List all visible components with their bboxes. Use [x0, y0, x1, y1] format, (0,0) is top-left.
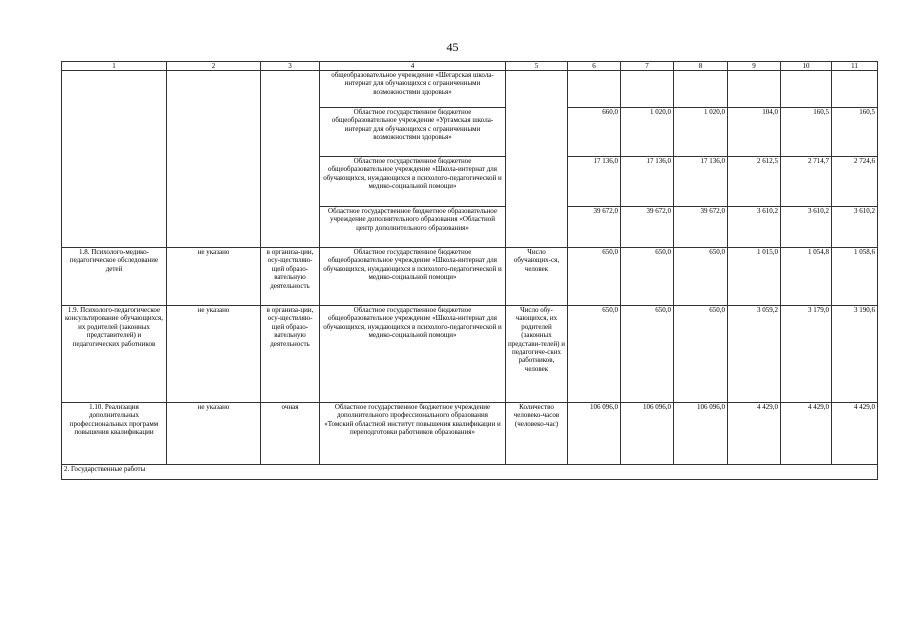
table-row	[62, 248, 878, 306]
cell-value	[832, 71, 878, 108]
cell-form: в организа-ции, осу-ществляю-щей образо-вательную деятельность	[261, 306, 320, 403]
page-number: 45	[446, 40, 459, 54]
cell-value	[728, 71, 781, 108]
cell-value: 17 136,0	[621, 157, 674, 207]
cell-value: 160,5	[781, 108, 832, 157]
column-header: 9	[728, 62, 781, 71]
section-title: 2. Государственные работы	[62, 465, 878, 480]
cell-service: 1.8. Психолого-медико-педагогическое обследование детей	[62, 248, 167, 306]
cell-value	[781, 71, 832, 108]
cell-value: 2 714,7	[781, 157, 832, 207]
table-row	[62, 306, 878, 403]
column-header: 2	[167, 62, 261, 71]
cell-value: 104,0	[728, 108, 781, 157]
header-row	[62, 62, 878, 71]
cell-indicator: Число обучающих-ся, человек	[506, 248, 568, 306]
cell-value: 106 096,0	[621, 403, 674, 465]
cell-institution: Областное государственное бюджетное учреждение дополнительного профессионального образования «Томский областной институт повышения квалификации и переподготовки работников образования»	[320, 403, 506, 465]
table-row	[62, 71, 878, 108]
cell-value: 660,0	[568, 108, 621, 157]
cell-institution: Областное государственное бюджетное общеобразовательное учреждение «Школа-интернат для обучающихся, нуждающихся в психолого-педагогической и медико-социальной помощи»	[320, 157, 506, 207]
column-header: 8	[674, 62, 728, 71]
cell-form	[261, 71, 320, 248]
cell-form: очная	[261, 403, 320, 465]
cell-category: не указано	[167, 306, 261, 403]
cell-value: 650,0	[621, 306, 674, 403]
cell-value: 650,0	[568, 248, 621, 306]
cell-service	[62, 71, 167, 248]
cell-indicator	[506, 71, 568, 248]
cell-indicator: Количество человеко-часов (человеко-час)	[506, 403, 568, 465]
cell-value: 1 058,6	[832, 248, 878, 306]
cell-value: 3 610,2	[781, 207, 832, 248]
cell-category: не указано	[167, 403, 261, 465]
column-header: 10	[781, 62, 832, 71]
section-row	[62, 465, 878, 480]
cell-value: 4 429,0	[781, 403, 832, 465]
cell-value: 1 015,0	[728, 248, 781, 306]
cell-institution: Областное государственное бюджетное общеобразовательное учреждение «Школа-интернат для обучающихся, нуждающихся в психолого-педагогической и медико-социальной помощи»	[320, 306, 506, 403]
cell-value: 3 610,2	[832, 207, 878, 248]
cell-value	[568, 71, 621, 108]
cell-value: 3 059,2	[728, 306, 781, 403]
cell-institution: Областное государственное бюджетное общеобразовательное учреждение «Уртамская школа-интернат для обучающихся с ограниченными возможностями здоровья»	[320, 108, 506, 157]
data-table	[61, 61, 878, 480]
cell-institution: Областное государственное бюджетное образовательное учреждение дополнительного образования «Областной центр дополнительного образования»	[320, 207, 506, 248]
column-header: 5	[506, 62, 568, 71]
cell-value: 39 672,0	[674, 207, 728, 248]
cell-value: 4 429,0	[728, 403, 781, 465]
cell-value: 160,5	[832, 108, 878, 157]
table-row	[62, 403, 878, 465]
cell-value: 39 672,0	[621, 207, 674, 248]
cell-service: 1.10. Реализация дополнительных профессиональных программ повышения квалификации	[62, 403, 167, 465]
column-header: 1	[62, 62, 167, 71]
cell-value: 3 190,6	[832, 306, 878, 403]
cell-value: 650,0	[674, 306, 728, 403]
cell-value: 1 020,0	[621, 108, 674, 157]
cell-value: 4 429,0	[832, 403, 878, 465]
cell-value: 106 096,0	[568, 403, 621, 465]
column-header: 3	[261, 62, 320, 71]
cell-value: 650,0	[674, 248, 728, 306]
cell-institution: Областное государственное бюджетное общеобразовательное учреждение «Школа-интернат для обучающихся, нуждающихся в психолого-педагогической и медико-социальной помощи»	[320, 248, 506, 306]
cell-value	[674, 71, 728, 108]
cell-value: 650,0	[621, 248, 674, 306]
cell-value	[621, 71, 674, 108]
cell-value: 3 610,2	[728, 207, 781, 248]
cell-value: 3 179,0	[781, 306, 832, 403]
cell-value: 2 724,6	[832, 157, 878, 207]
cell-value: 1 020,0	[674, 108, 728, 157]
cell-value: 1 054,8	[781, 248, 832, 306]
column-header: 6	[568, 62, 621, 71]
cell-institution: общеобразовательное учреждение «Шегарская школа-интернат для обучающихся с ограниченными возможностями здоровья»	[320, 71, 506, 108]
cell-value: 17 136,0	[568, 157, 621, 207]
cell-form: в организа-ции, осу-ществляю-щей образо-вательную деятельность	[261, 248, 320, 306]
column-header: 4	[320, 62, 506, 71]
cell-value: 39 672,0	[568, 207, 621, 248]
column-header: 7	[621, 62, 674, 71]
cell-category: не указано	[167, 248, 261, 306]
column-header: 11	[832, 62, 878, 71]
cell-service: 1.9. Психолого-педагогическое консультирование обучающихся, их родителей (законных представителей) и педагогических работников	[62, 306, 167, 403]
cell-value: 650,0	[568, 306, 621, 403]
cell-value: 2 612,5	[728, 157, 781, 207]
cell-indicator: Число обу-чающихся, их родителей (законных представи-телей) и педагогиче-ских работников, человек	[506, 306, 568, 403]
cell-value: 17 136,0	[674, 157, 728, 207]
cell-category	[167, 71, 261, 248]
cell-value: 106 096,0	[674, 403, 728, 465]
